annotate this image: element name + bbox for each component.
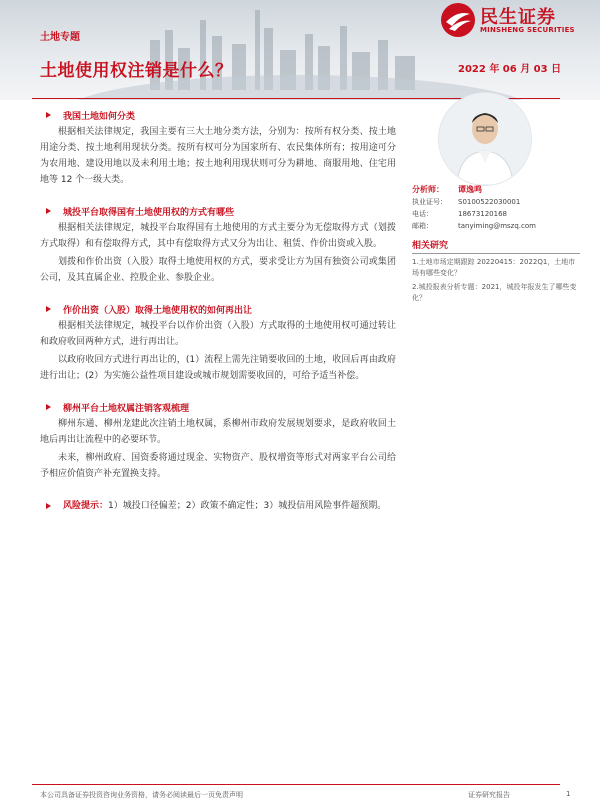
related-item[interactable]: 1.土地市场定期跟踪 20220415：2022Q1，土地市场有哪些变化？: [412, 258, 576, 277]
paragraph: 根据相关法律规定，城投平台以作价出资（入股）方式取得的土地使用权可通过转让和政府收回两种方式，进行再出让。: [40, 321, 396, 347]
category-label: 土地专题: [40, 32, 80, 43]
paragraph: 根据相关法律规定，城投平台取得国有土地使用的方式主要分为无偿取得方式（划拨方式取得）和有偿取得方式，其中有偿取得方式又分为出让、租赁、作价出资或入股。: [40, 223, 396, 249]
page-number: 1: [566, 790, 571, 798]
related-item[interactable]: 2.城投报表分析专题：2021，城投年报发生了哪些变化？: [412, 283, 577, 302]
section-heading: 城投平台取得国有土地使用权的方式有哪些: [40, 204, 396, 218]
logo-english: MINSHENG SECURITIES: [480, 26, 575, 34]
analyst-email-row: 邮箱： tanyiming@mszq.com: [412, 222, 536, 230]
analyst-portrait-icon: [439, 93, 531, 185]
analyst-email[interactable]: tanyiming@mszq.com: [458, 222, 536, 230]
paragraph: 根据相关法律规定，我国主要有三大土地分类方法，分别为：按所有权分类、按土地用途分类、按土地利用现状分类。按所有权可分为国家所有、农民集体所有；按用途可分为农用地、建设用地以及未利用土地；按土地利用现状则可分为耕地、商服用地、住宅用地等 12 个一级大类。: [40, 127, 396, 185]
footer-divider: [32, 784, 560, 785]
arrow-icon: [46, 112, 51, 118]
paragraph: 柳州东通、柳州龙建此次注销土地权属，系柳州市政府发展规划要求，是政府收回土地后再出让流程中的必要环节。: [40, 419, 396, 445]
related-research-heading: 相关研究: [412, 238, 580, 254]
logo-chinese: 民生证券: [480, 7, 556, 28]
arrow-icon: [46, 306, 51, 312]
risk-warning: [40, 498, 396, 514]
section-heading: 柳州平台土地权属注销客观梳理: [40, 400, 396, 414]
logo-mark-icon: [440, 2, 476, 38]
analyst-name: 谭逸鸣: [458, 185, 482, 194]
arrow-icon: [46, 404, 51, 410]
paragraph: 以政府收回方式进行再出让的，(1）流程上需先注销要收回的土地，收回后再由政府进行出让；(2）为实施公益性项目建设或城市规划需要收回的，可给予适当补偿。: [40, 355, 396, 381]
section-land-classification: [40, 108, 396, 188]
main-content: [40, 104, 396, 514]
footer-disclaimer: 本公司具备证券投资咨询业务资格，请务必阅读最后一页免责声明: [40, 791, 243, 799]
risk-label: 风险提示：: [63, 501, 109, 511]
header-banner: [0, 0, 600, 100]
analyst-info: [412, 184, 580, 304]
paragraph: 未来，柳州政府、国资委将通过现金、实物资产、股权增资等形式对两家平台公司给予相应价值资产补充置换支持。: [40, 453, 396, 479]
risk-text: 1）城投口径偏差；2）政策不确定性；3）城投信用风险事件超预期。: [108, 501, 387, 511]
analyst-cert-row: 执业证号： S0100522030001: [412, 198, 521, 206]
report-date: 2022 年 06 月 03 日: [458, 64, 562, 75]
analyst-phone-row: 电话： 18673120168: [412, 210, 507, 218]
section-heading: 作价出资（入股）取得土地使用权的如何再出让: [40, 302, 396, 316]
arrow-icon: [46, 503, 51, 509]
report-title: 土地使用权注销是什么？: [40, 61, 233, 81]
minsheng-logo: [440, 2, 592, 40]
analyst-photo: [438, 92, 532, 186]
footer-report-type: 证券研究报告: [468, 791, 510, 799]
section-liuzhou: [40, 400, 396, 482]
analyst-name-row: 分析师： 谭逸鸣: [412, 185, 482, 194]
arrow-icon: [46, 208, 51, 214]
section-heading: 我国土地如何分类: [40, 108, 396, 122]
paragraph: 划拨和作价出资（入股）取得土地使用权的方式，要求受让方为国有独资公司或集团公司，及其直属企业、控股企业、参股企业。: [40, 257, 396, 283]
section-reassignment: [40, 302, 396, 384]
section-acquisition-methods: [40, 204, 396, 286]
